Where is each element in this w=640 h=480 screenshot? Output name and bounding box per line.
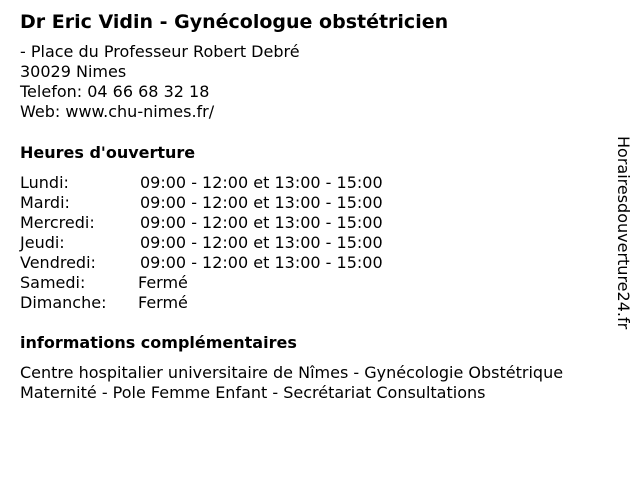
hours-row-tuesday — [20, 193, 610, 213]
day-hours: 09:00 - 12:00 et 13:00 - 15:00 — [140, 193, 383, 212]
city-postcode: 30029 Nimes — [20, 62, 127, 81]
opening-hours-heading: Heures d'ouverture — [20, 143, 196, 162]
hours-row-friday — [20, 253, 610, 273]
day-label: Mardi: — [20, 193, 70, 212]
website-link[interactable]: Web: www.chu-nimes.fr/ — [20, 102, 215, 121]
opening-hours-table — [20, 173, 610, 313]
day-label: Samedi: — [20, 273, 86, 292]
day-label: Lundi: — [20, 173, 69, 192]
hours-row-monday — [20, 173, 610, 193]
day-label: Mercredi: — [20, 213, 95, 232]
day-hours: 09:00 - 12:00 et 13:00 - 15:00 — [140, 213, 383, 232]
day-hours: Fermé — [138, 273, 188, 292]
page-title: Dr Eric Vidin - Gynécologue obstétricien — [20, 11, 449, 33]
hours-row-saturday — [20, 273, 610, 293]
day-hours: 09:00 - 12:00 et 13:00 - 15:00 — [140, 233, 383, 252]
day-label: Dimanche: — [20, 293, 107, 312]
day-hours: 09:00 - 12:00 et 13:00 - 15:00 — [140, 253, 383, 272]
hours-row-wednesday — [20, 213, 610, 233]
info-line: Centre hospitalier universitaire de Nîmes - Gynécologie Obstétrique — [20, 363, 564, 382]
site-watermark: Horairesdouverture24.fr — [614, 136, 633, 330]
day-label: Jeudi: — [20, 233, 65, 252]
additional-info-heading: informations complémentaires — [20, 333, 297, 352]
hours-row-thursday — [20, 233, 610, 253]
street-address: - Place du Professeur Robert Debré — [20, 42, 300, 61]
day-label: Vendredi: — [20, 253, 96, 272]
day-hours: 09:00 - 12:00 et 13:00 - 15:00 — [140, 173, 383, 192]
hours-row-sunday — [20, 293, 610, 313]
phone-number: Telefon: 04 66 68 32 18 — [20, 82, 210, 101]
additional-info-block — [20, 363, 610, 403]
address-block — [20, 42, 610, 122]
info-line: Maternité - Pole Femme Enfant - Secrétariat Consultations — [20, 383, 486, 402]
day-hours: Fermé — [138, 293, 188, 312]
business-card — [20, 10, 610, 403]
